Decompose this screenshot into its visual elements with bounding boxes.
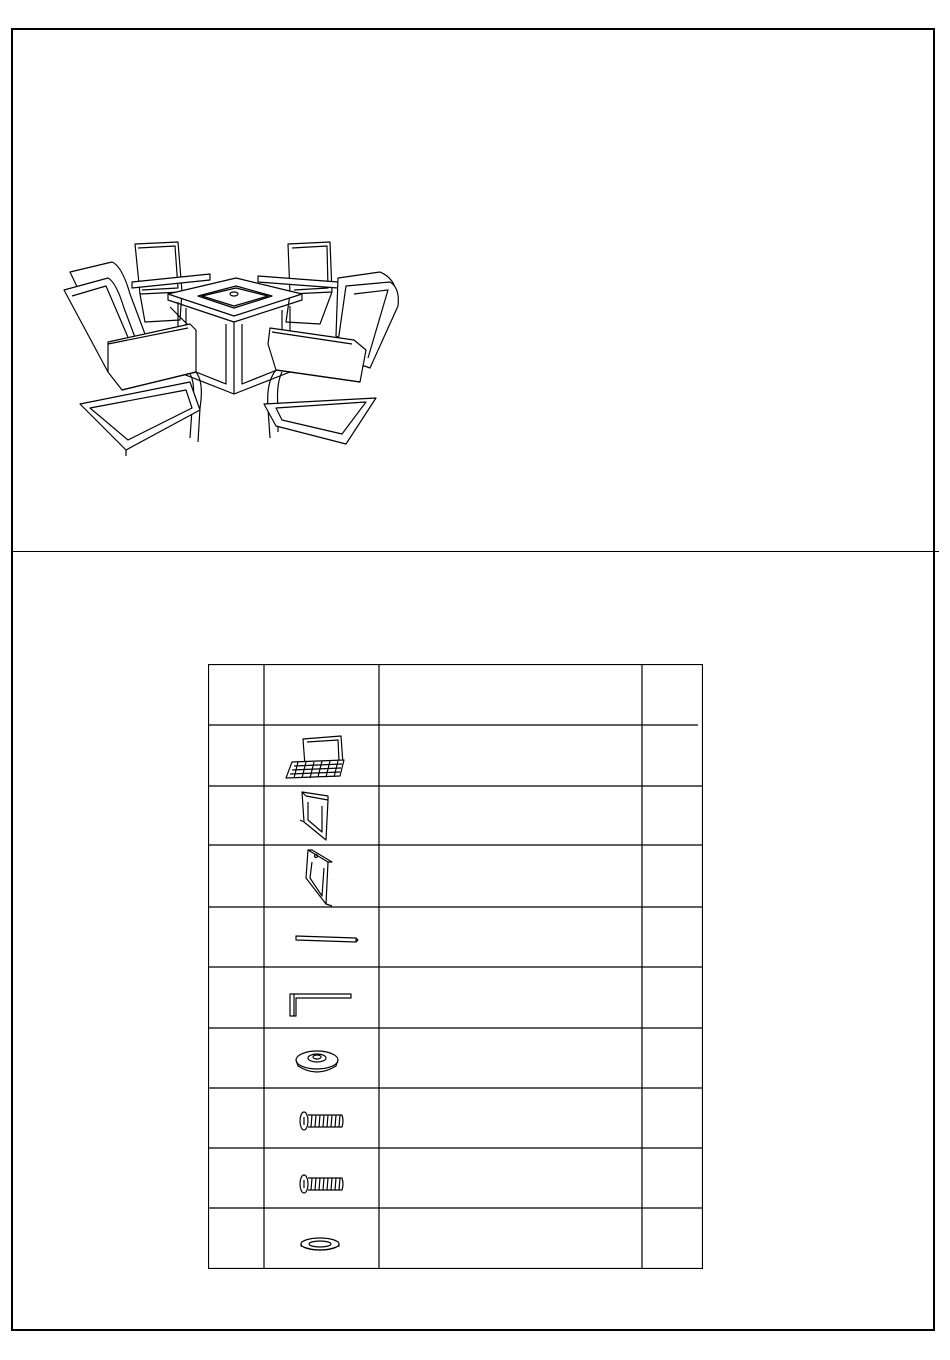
section-divider (11, 551, 939, 552)
product-illustration (50, 232, 410, 462)
short-bolt-icon (300, 1175, 343, 1193)
back-right-chair (258, 242, 338, 324)
allen-key-icon (290, 994, 351, 1016)
left-armrest-icon (306, 850, 332, 906)
table-grid (208, 664, 703, 1269)
washer-icon (301, 1238, 339, 1250)
right-armrest-icon (300, 792, 328, 840)
long-bolt-icon (300, 1112, 343, 1130)
back-left-chair (132, 242, 210, 327)
connecting-bar-icon (296, 936, 358, 942)
parts-list-table (208, 664, 703, 1269)
chair-seat-icon (286, 736, 344, 778)
foot-cap-icon (296, 1051, 338, 1072)
